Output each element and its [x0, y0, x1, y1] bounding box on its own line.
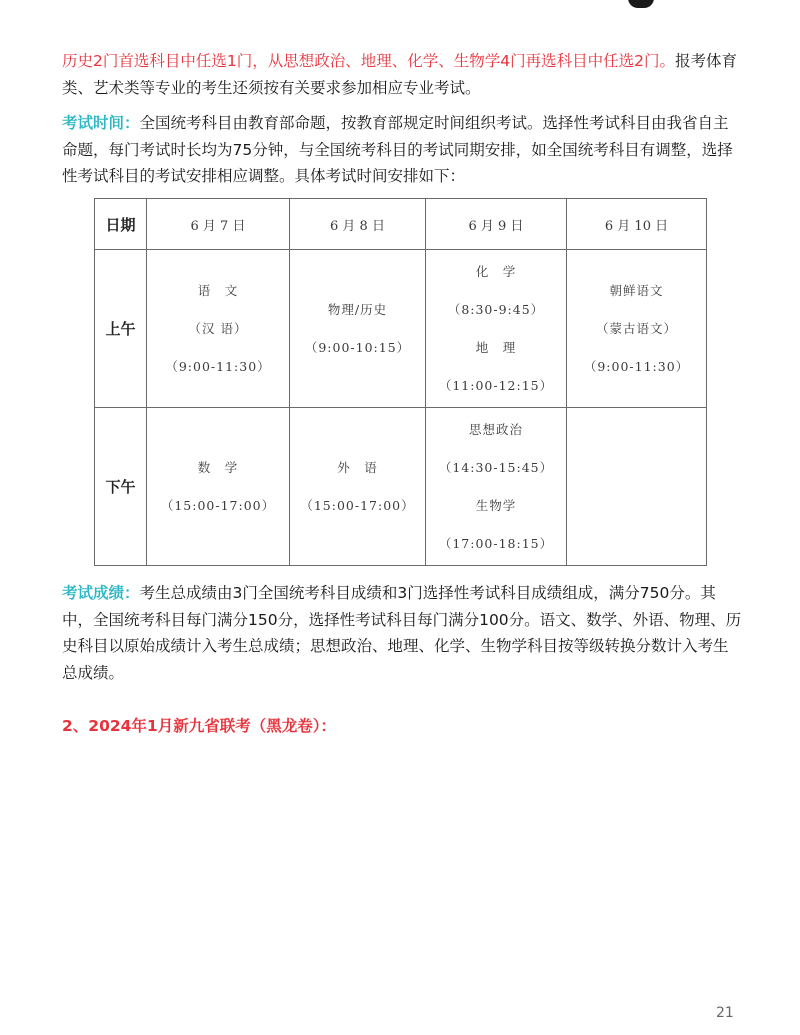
cell-pm-june-9 [426, 408, 567, 566]
exam-time-label: 考试时间： [62, 114, 140, 132]
cell-pm-june-8 [290, 408, 426, 566]
cell-line: （17:00-18:15） [438, 535, 554, 551]
cell-line: （11:00-12:15） [438, 377, 554, 393]
header-june-10: 6 月 10 日 [567, 199, 707, 250]
exam-score-label: 考试成绩： [62, 584, 140, 602]
cell-am-june-9 [426, 250, 567, 408]
page-number: 21 [716, 1005, 734, 1021]
cell-line: 外 语 [337, 459, 378, 475]
decorative-corner-mark [628, 0, 654, 8]
cell-line: （9:00-11:30） [583, 358, 690, 374]
cell-line: 生物学 [475, 497, 517, 513]
exam-score-text: 考生总成绩由3门全国统考科目成绩和3门选择性考试科目成绩组成，满分750分。其中，全国统考科目每门满分150分，选择性考试科目每门满分100分。语文、数学、外语、物理、历史科目以原始成绩计入考生总成绩；思想政治、地理、化学、生物学科目按等级转换分数计入考生总成绩。 [62, 584, 742, 682]
paragraph-subject-selection [62, 48, 742, 101]
cell-line: （9:00-11:30） [165, 358, 271, 374]
table-row-afternoon [95, 408, 707, 566]
cell-pm-june-10 [567, 408, 707, 566]
row-label-afternoon: 下午 [95, 408, 147, 566]
header-june-7: 6 月 7 日 [147, 199, 290, 250]
cell-line: 化 学 [475, 263, 517, 279]
exam-time-text: 全国统考科目由教育部命题，按教育部规定时间组织考试。选择性考试科目由我省自主命题，每门考试时长均为75分钟，与全国统考科目的考试同期安排，如全国统考科目有调整，选择性考试科目的考试安排相应调整。具体考试时间安排如下： [62, 114, 733, 185]
cell-line: 思想政治 [468, 421, 523, 437]
cell-line: 朝鲜语文 [609, 282, 664, 298]
cell-line: （14:30-15:45） [438, 459, 554, 475]
subject-selection-highlight: 历史2门首选科目中任选1门，从思想政治、地理、化学、生物学4门再选科目中任选2门。 [62, 52, 675, 70]
cell-line: （汉 语） [188, 320, 248, 336]
header-date: 日期 [95, 199, 147, 250]
cell-line: （15:00-17:00） [160, 497, 276, 513]
cell-line: （8:30-9:45） [447, 301, 545, 317]
cell-am-june-7 [147, 250, 290, 408]
cell-line: 数 学 [197, 459, 239, 475]
cell-line: （蒙古语文） [595, 320, 677, 336]
cell-line: 地 理 [475, 339, 517, 355]
paragraph-exam-time [62, 110, 742, 190]
cell-line: 语 文 [197, 282, 239, 298]
subject-selection-rest: 报考体育类、艺术类等专业的考生还须按有关要求参加相应专业考试。 [62, 52, 737, 97]
header-june-8: 6 月 8 日 [290, 199, 426, 250]
table-header-row [95, 199, 707, 250]
cell-line: （9:00-10:15） [304, 339, 411, 355]
cell-line: 物理/历史 [327, 301, 388, 317]
section-heading: 2、2024年1月新九省联考（黑龙卷）： [62, 717, 336, 735]
cell-am-june-10 [567, 250, 707, 408]
row-label-morning: 上午 [95, 250, 147, 408]
cell-line: （15:00-17:00） [300, 497, 415, 513]
cell-pm-june-7 [147, 408, 290, 566]
table-row-morning [95, 250, 707, 408]
paragraph-exam-score [62, 580, 742, 686]
header-june-9: 6 月 9 日 [426, 199, 567, 250]
cell-am-june-8 [290, 250, 426, 408]
exam-schedule-table [94, 198, 707, 566]
